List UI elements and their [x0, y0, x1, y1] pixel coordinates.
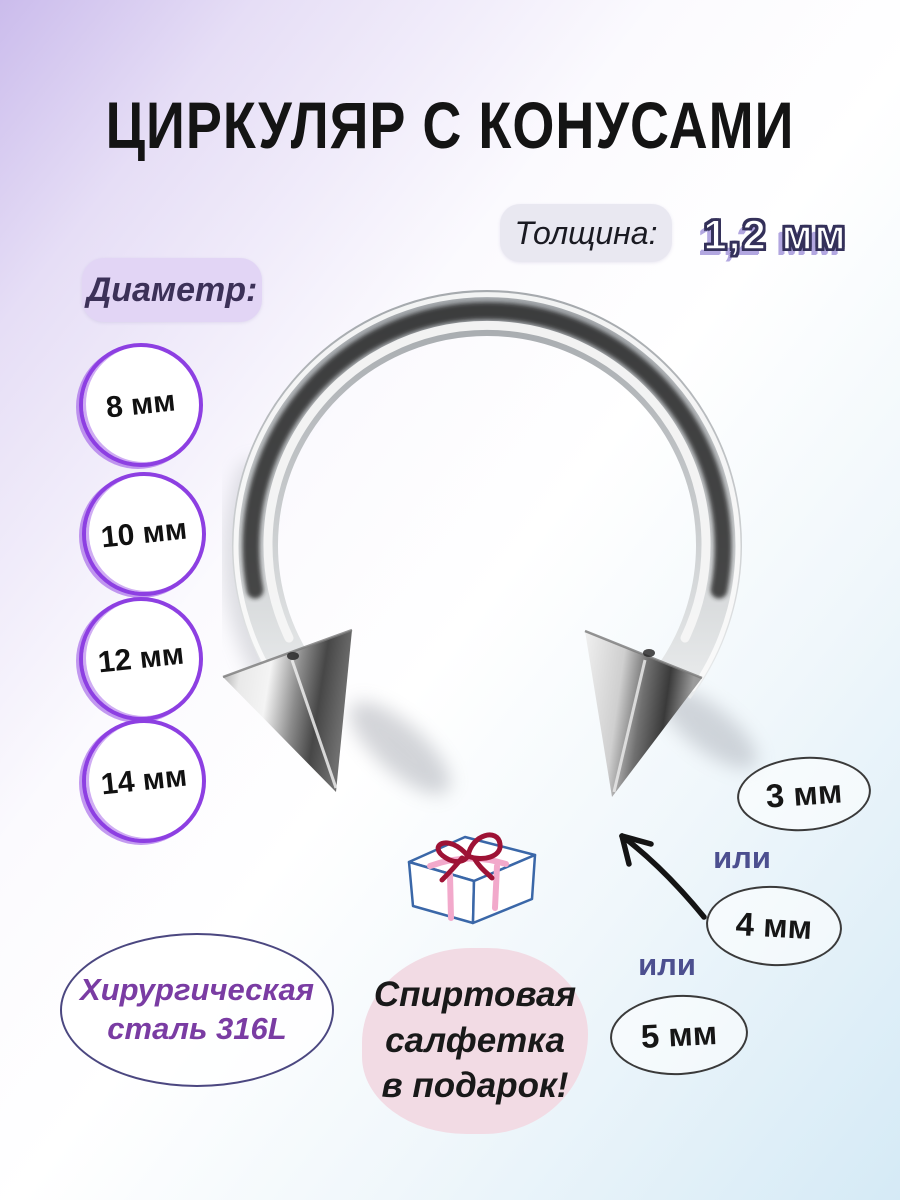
thickness-value: 1,2 мм — [703, 211, 848, 258]
material-line-1: Хирургическая — [80, 972, 314, 1008]
diameter-option-label: 10 мм — [99, 512, 189, 555]
diameter-option-label: 14 мм — [99, 759, 189, 802]
diameter-option-10mm — [82, 472, 206, 596]
diameter-label-pill — [82, 258, 262, 322]
thickness-label: Толщина: — [514, 214, 658, 251]
gift-box-icon — [409, 835, 535, 923]
arrow-to-cone-icon — [622, 836, 704, 917]
cone-size-label: 4 мм — [734, 905, 814, 946]
circular-barbell-ring — [236, 295, 738, 689]
page-title: ЦИРКУЛЯР С КОНУСАМИ — [105, 89, 795, 163]
diameter-label: Диаметр: — [86, 270, 258, 309]
gift-note-line-1: Спиртовая — [373, 975, 577, 1014]
thickness-label-pill — [500, 204, 672, 262]
or-separator: или — [638, 947, 696, 982]
diameter-option-12mm — [79, 597, 203, 721]
cone-size-label: 5 мм — [639, 1014, 719, 1055]
diameter-option-14mm — [82, 719, 206, 843]
cone-size-label: 3 мм — [764, 772, 844, 815]
material-bubble — [60, 933, 334, 1087]
diameter-option-label: 12 мм — [96, 637, 186, 680]
gift-note-line-3: в подарок! — [381, 1066, 569, 1105]
diameter-option-label: 8 мм — [104, 384, 178, 425]
gift-note-text — [340, 972, 610, 1109]
left-cone-spike — [223, 630, 352, 792]
or-separator: или — [713, 840, 771, 875]
material-line-2: сталь 316L — [107, 1011, 287, 1046]
gift-note-line-2: салфетка — [385, 1020, 565, 1060]
diameter-option-8mm — [79, 343, 203, 467]
